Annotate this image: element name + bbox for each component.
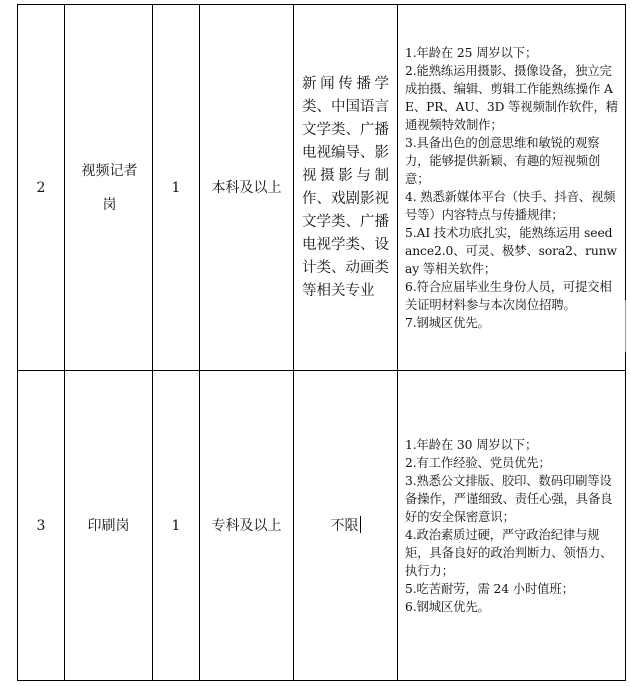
education-requirement: 专科及以上 [200, 371, 294, 681]
job-title-cell [65, 5, 153, 371]
requirement-item: 2.能熟练运用摄影、摄像设备，独立完成拍摄、编辑、剪辑工作能熟练操作 AE、PR、AU、3D 等视频制作软件，精通视频特效制作； [405, 63, 618, 132]
requirement-item: 4.政治素质过硬，严守政治纪律与规矩，具备良好的政治判断力、领悟力、执行力； [405, 527, 613, 578]
page-edge-rule [625, 300, 626, 352]
requirement-item: 6.钢城区优先。 [405, 599, 490, 614]
job-title: 视频记者岗 [81, 162, 138, 213]
education-requirement: 本科及以上 [200, 5, 294, 371]
job-requirements [398, 5, 626, 371]
headcount: 1 [153, 5, 200, 371]
table-row [18, 5, 626, 371]
row-number: 2 [18, 5, 65, 371]
table-row [18, 371, 626, 681]
requirement-item: 1.年龄在 25 周岁以下； [405, 45, 538, 60]
major-requirement-cell[interactable] [294, 371, 398, 681]
requirement-item: 2.有工作经验、党员优先； [405, 455, 551, 470]
text-cursor [360, 516, 361, 533]
requirement-item: 3.熟悉公文排版、胶印、数码印刷等设备操作，严谨细致、责任心强，具备良好的安全保密意识； [405, 473, 613, 524]
requirement-item: 6.符合应届毕业生身份人员，可提交相关证明材料参与本次岗位招聘。 [405, 279, 612, 312]
requirement-item: 5.吃苦耐劳，需 24 小时值班； [405, 581, 574, 596]
requirement-item: 1.年龄在 30 周岁以下； [405, 437, 538, 452]
requirement-item: 4. 熟悉新媒体平台（快手、抖音、视频号等）内容特点与传播规律； [405, 189, 616, 222]
headcount: 1 [153, 371, 200, 681]
major-requirement: 不限 [330, 517, 359, 534]
major-requirement: 新闻传播学类、中国语言文学类、广播电视编导、影视摄影与制作、戏剧影视文学类、广播电视学类、设计类、动画类等相关专业 [294, 5, 398, 371]
requirement-item: 7.钢城区优先。 [405, 315, 490, 330]
requirement-item: 5.AI 技术功底扎实，能熟练运用 seedance2.0、可灵、极梦、sora2、runway 等相关软件； [405, 225, 617, 276]
recruitment-table [17, 4, 626, 681]
job-requirements [398, 371, 626, 681]
row-number: 3 [18, 371, 65, 681]
requirement-item: 3.具备出色的创意思维和敏锐的观察力，能够提供新颖、有趣的短视频创意； [405, 135, 601, 186]
job-title: 印刷岗 [65, 371, 153, 681]
